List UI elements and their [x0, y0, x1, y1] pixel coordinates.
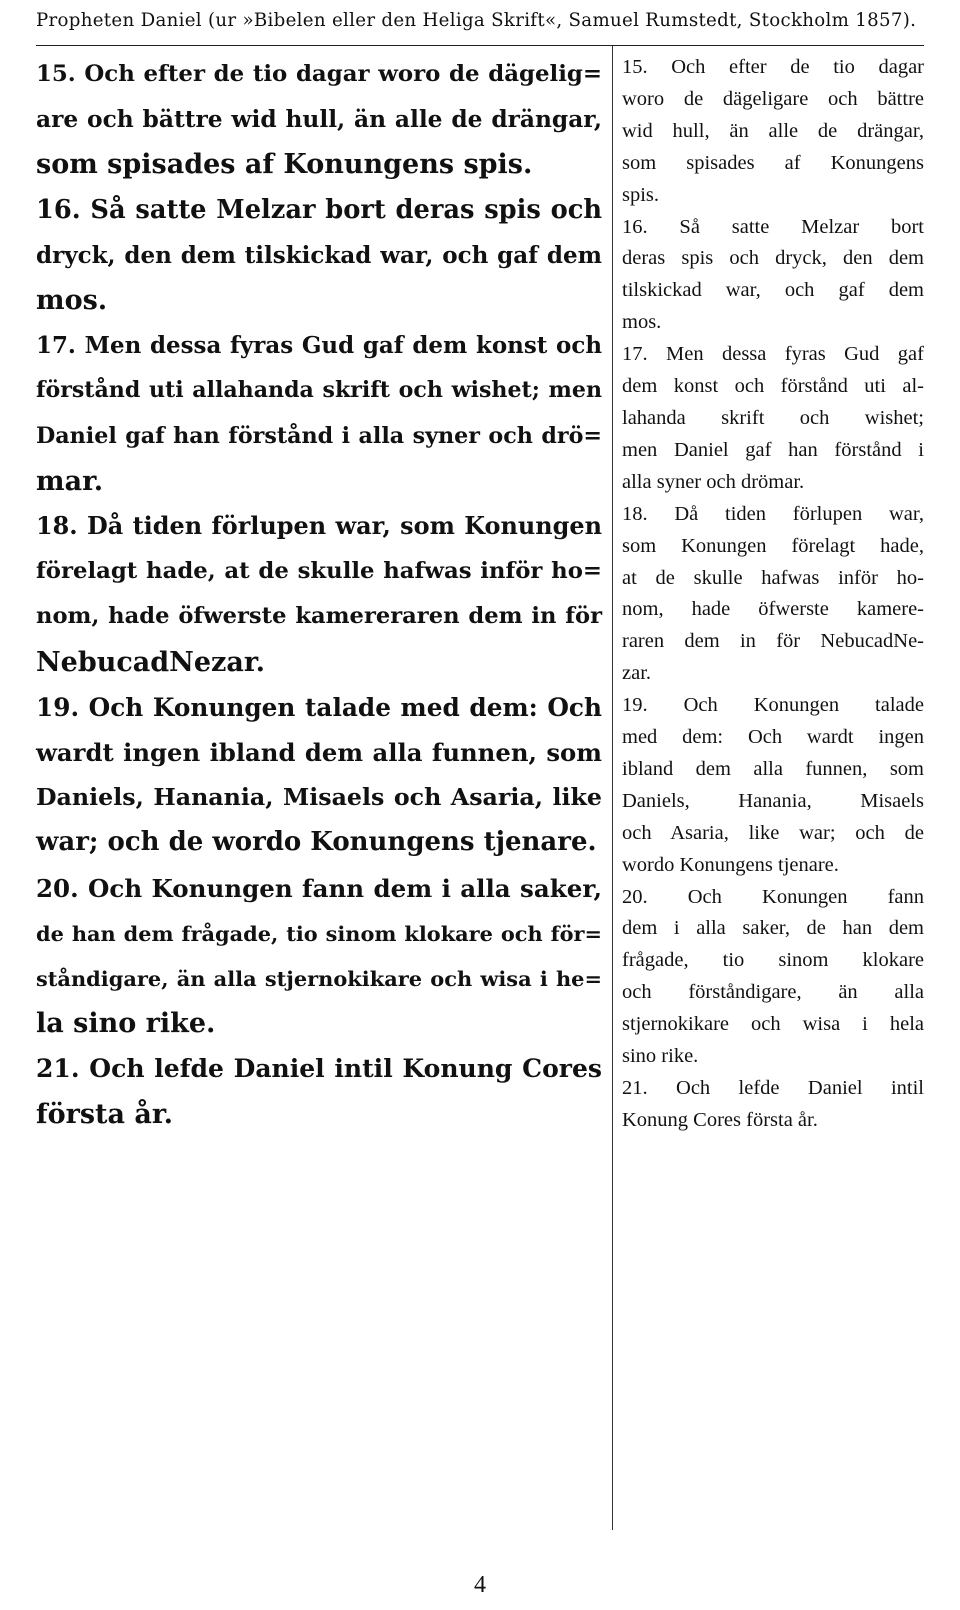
- text-line: med dem: Och wardt ingen: [622, 726, 924, 749]
- text-line: som spisades af Konungens spis.: [36, 149, 533, 181]
- text-line: NebucadNezar.: [36, 646, 266, 678]
- text-line: alla syner och drömar.: [622, 470, 805, 493]
- text-line: Daniel gaf han förstånd i alla syner och drö=: [36, 422, 602, 449]
- text-line: deras spis och dryck, den dem: [622, 247, 924, 270]
- text-line: Konung Cores första år.: [622, 1108, 818, 1131]
- text-line: 17. Men dessa fyras Gud gaf dem konst och: [36, 332, 602, 360]
- text-line: som Konungen förelagt hade,: [622, 534, 924, 557]
- text-line: dryck, den dem tilskickad war, och gaf dem: [36, 241, 602, 269]
- text-line: zar.: [622, 662, 652, 685]
- text-line: lahanda skrift och wishet;: [622, 406, 924, 429]
- text-line: at de skulle hafwas inför ho-: [622, 566, 924, 589]
- text-line: som spisades af Konungens: [622, 151, 924, 174]
- text-line: nom, hade öfwerste kamereraren dem in för: [36, 603, 602, 630]
- fraktur-column: [36, 52, 602, 1137]
- text-line: första år.: [36, 1098, 174, 1130]
- text-line: spis.: [622, 183, 660, 206]
- text-line: 16. Så satte Melzar bort deras spis och: [36, 194, 602, 225]
- text-line: och Asaria, like war; och de: [622, 821, 924, 844]
- page-header: Propheten Daniel (ur »Bibelen eller den Heliga Skrift«, Samuel Rumstedt, Stockholm 1857).: [36, 10, 917, 31]
- text-line: 18. Då tiden förlupen war,: [622, 502, 924, 525]
- text-line: ståndigare, än alla stjernokikare och wisa i he=: [36, 966, 602, 992]
- text-line: dem konst och förstånd uti al-: [622, 375, 924, 398]
- text-line: sino rike.: [622, 1045, 699, 1068]
- text-line: raren dem in för NebucadNe-: [622, 630, 924, 653]
- text-line: ibland dem alla funnen, som: [622, 757, 924, 780]
- text-line: förstånd uti allahanda skrift och wishet; men: [36, 377, 602, 404]
- text-line: mar.: [36, 465, 104, 497]
- text-line: 21. Och lefde Daniel intil: [622, 1077, 924, 1099]
- text-line: 15. Och efter de tio dagar: [622, 56, 924, 78]
- text-line: 21. Och lefde Daniel intil Konung Cores: [36, 1053, 602, 1084]
- text-line: mos.: [622, 311, 662, 334]
- text-line: 19. Och Konungen talade: [622, 694, 924, 717]
- text-line: mos.: [36, 285, 108, 317]
- text-line: war; och de wordo Konungens tjenare.: [36, 827, 597, 858]
- text-line: stjernokikare och wisa i hela: [622, 1013, 924, 1036]
- text-line: Daniels, Hanania, Misaels: [622, 789, 924, 812]
- text-line: wordo Konungens tjenare.: [622, 853, 839, 876]
- text-line: men Daniel gaf han förstånd i: [622, 438, 924, 461]
- text-line: 18. Då tiden förlupen war, som Konungen: [36, 512, 602, 541]
- text-line: dem i alla saker, de han dem: [622, 917, 924, 940]
- text-line: tilskickad war, och gaf dem: [622, 279, 924, 302]
- text-line: 17. Men dessa fyras Gud gaf: [622, 343, 924, 366]
- antiqua-column: [622, 52, 924, 1137]
- page-number: 4: [474, 1572, 486, 1598]
- text-line: Daniels, Hanania, Misaels och Asaria, like: [36, 783, 602, 812]
- text-line: 20. Och Konungen fann: [622, 885, 924, 908]
- text-line: wid hull, än alle de drängar,: [622, 119, 924, 142]
- text-line: 19. Och Konungen talade med dem: Och: [36, 692, 602, 722]
- column-divider: [612, 46, 613, 1530]
- text-line: wardt ingen ibland dem alla funnen, som: [36, 738, 602, 768]
- text-line: are och bättre wid hull, än alle de drängar,: [36, 106, 602, 134]
- text-line: woro de dägeligare och bättre: [622, 87, 924, 110]
- text-line: nom, hade öfwerste kamere-: [622, 598, 924, 621]
- text-line: förelagt hade, at de skulle hafwas inför ho=: [36, 558, 602, 585]
- text-line: och förståndigare, än alla: [622, 981, 924, 1004]
- text-line: 16. Så satte Melzar bort: [622, 215, 924, 238]
- text-line: la sino rike.: [36, 1008, 216, 1040]
- text-line: 20. Och Konungen fann dem i alla saker,: [36, 873, 602, 903]
- text-line: frågade, tio sinom klokare: [622, 949, 924, 972]
- header-rule: [36, 45, 924, 46]
- text-line: de han dem frågade, tio sinom klokare och för=: [36, 920, 602, 946]
- text-line: 15. Och efter de tio dagar woro de dägelig=: [36, 61, 602, 87]
